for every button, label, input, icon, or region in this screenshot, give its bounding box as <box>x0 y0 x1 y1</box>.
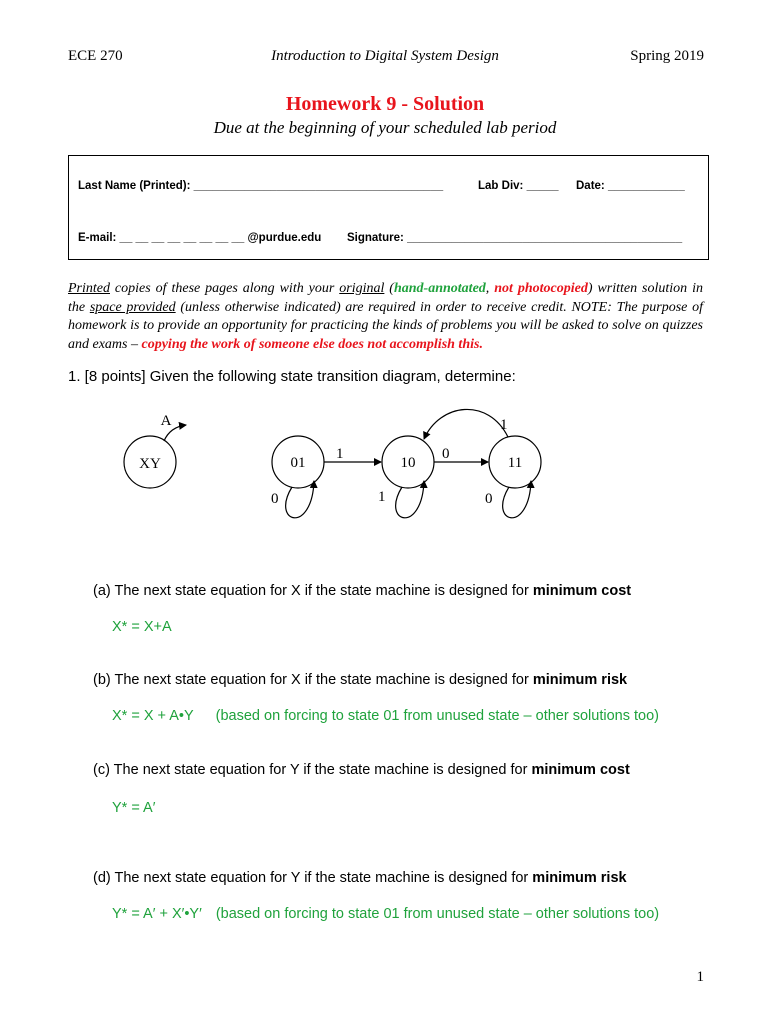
part-c-question <box>93 762 630 778</box>
instr-text-1: copies of these pages along with your <box>110 281 340 296</box>
legend-input-label: A <box>160 413 172 429</box>
legend-state-label: XY <box>139 456 161 472</box>
part-a-equation: X* = X+A <box>112 619 172 635</box>
date-field[interactable]: ____________ <box>607 180 685 192</box>
email-line <box>78 232 321 244</box>
question-1: 1. [8 points] Given the following state transition diagram, determine: <box>68 368 516 385</box>
course-code: ECE 270 <box>68 48 123 64</box>
lab-div-label: Lab Div: <box>478 180 524 192</box>
instr-text-4: ) written solution in the <box>68 281 703 315</box>
instr-text-2: ( <box>384 281 394 296</box>
instr-text-5: (unless otherwise indicated) are required in order to receive credit. NOTE: The purpose of homework is to provide an opportunity for practicing the kinds of problems you will be asked to solve on quizzes and exams – <box>68 299 703 352</box>
email-field[interactable]: __ __ __ __ __ __ __ __ <box>119 232 245 244</box>
transition-10-11-label: 0 <box>442 446 450 462</box>
transition-01-10-label: 1 <box>336 446 344 462</box>
part-c-text: (c) The next state equation for Y if the state machine is designed for <box>93 762 532 778</box>
part-c-answer <box>112 800 155 816</box>
transition-11-10 <box>424 409 508 439</box>
instr-not-photocopied: not photocopied <box>494 281 588 296</box>
page-title: Homework 9 - Solution <box>285 93 485 115</box>
instr-copying-warning: copying the work of someone else does not accomplish this. <box>141 336 483 352</box>
lab-div-line <box>478 180 559 192</box>
email-domain: @purdue.edu <box>247 232 322 244</box>
part-b-text: (b) The next state equation for X if the state machine is designed for <box>93 672 533 688</box>
instr-text-3: , <box>485 281 495 296</box>
page-number: 1 <box>696 969 704 985</box>
signature-field[interactable]: ___________________________________________ <box>407 232 683 244</box>
transition-11-10-label: 1 <box>500 417 508 433</box>
instr-printed: Printed <box>68 281 110 296</box>
self-loop-10-label: 1 <box>378 489 386 505</box>
term: Spring 2019 <box>630 48 704 64</box>
state-10-label: 10 <box>400 455 416 471</box>
instr-hand-annotated: hand-annotated <box>393 281 486 296</box>
part-c-emphasis: minimum cost <box>531 762 630 778</box>
part-b-equation: X* = X + A•Y <box>112 708 194 724</box>
part-a-answer <box>112 619 172 635</box>
email-label: E-mail: <box>78 232 117 244</box>
instructions-paragraph <box>68 280 703 354</box>
state-01-label: 01 <box>290 455 306 471</box>
instr-space-provided: space provided <box>89 299 176 315</box>
last-name-line <box>78 180 443 192</box>
part-c-equation: Y* = A′ <box>112 800 156 816</box>
part-d-answer <box>112 906 659 922</box>
part-d-question <box>93 870 627 886</box>
date-label: Date: <box>576 180 605 192</box>
state-11-label: 11 <box>507 455 523 471</box>
signature-line <box>347 232 682 244</box>
state-diagram <box>0 395 770 555</box>
lab-div-field[interactable]: _____ <box>526 180 559 192</box>
part-d-equation: Y* = A′ + X′•Y′ <box>112 906 202 922</box>
student-info-box <box>68 155 709 260</box>
part-b-question <box>93 672 627 688</box>
last-name-field[interactable]: _______________________________________ <box>193 180 444 192</box>
page-subtitle: Due at the beginning of your scheduled lab period <box>213 118 557 137</box>
self-loop-01-label: 0 <box>271 491 279 507</box>
last-name-label: Last Name (Printed): <box>78 180 191 192</box>
part-b-emphasis: minimum risk <box>532 672 628 688</box>
self-loop-11-label: 0 <box>485 491 493 507</box>
part-a-text: (a) The next state equation for X if the state machine is designed for <box>93 583 533 599</box>
signature-label: Signature: <box>347 232 404 244</box>
date-line <box>576 180 685 192</box>
part-b-note: (based on forcing to state 01 from unused state – other solutions too) <box>215 708 659 724</box>
part-d-emphasis: minimum risk <box>532 870 627 886</box>
part-b-answer <box>112 708 659 724</box>
instr-original: original <box>339 281 385 296</box>
course-title: Introduction to Digital System Design <box>271 48 499 64</box>
part-a-emphasis: minimum cost <box>532 583 632 599</box>
part-a-question <box>93 583 631 599</box>
part-d-note: (based on forcing to state 01 from unused state – other solutions too) <box>215 906 660 922</box>
part-d-text: (d) The next state equation for Y if the state machine is designed for <box>93 870 533 886</box>
